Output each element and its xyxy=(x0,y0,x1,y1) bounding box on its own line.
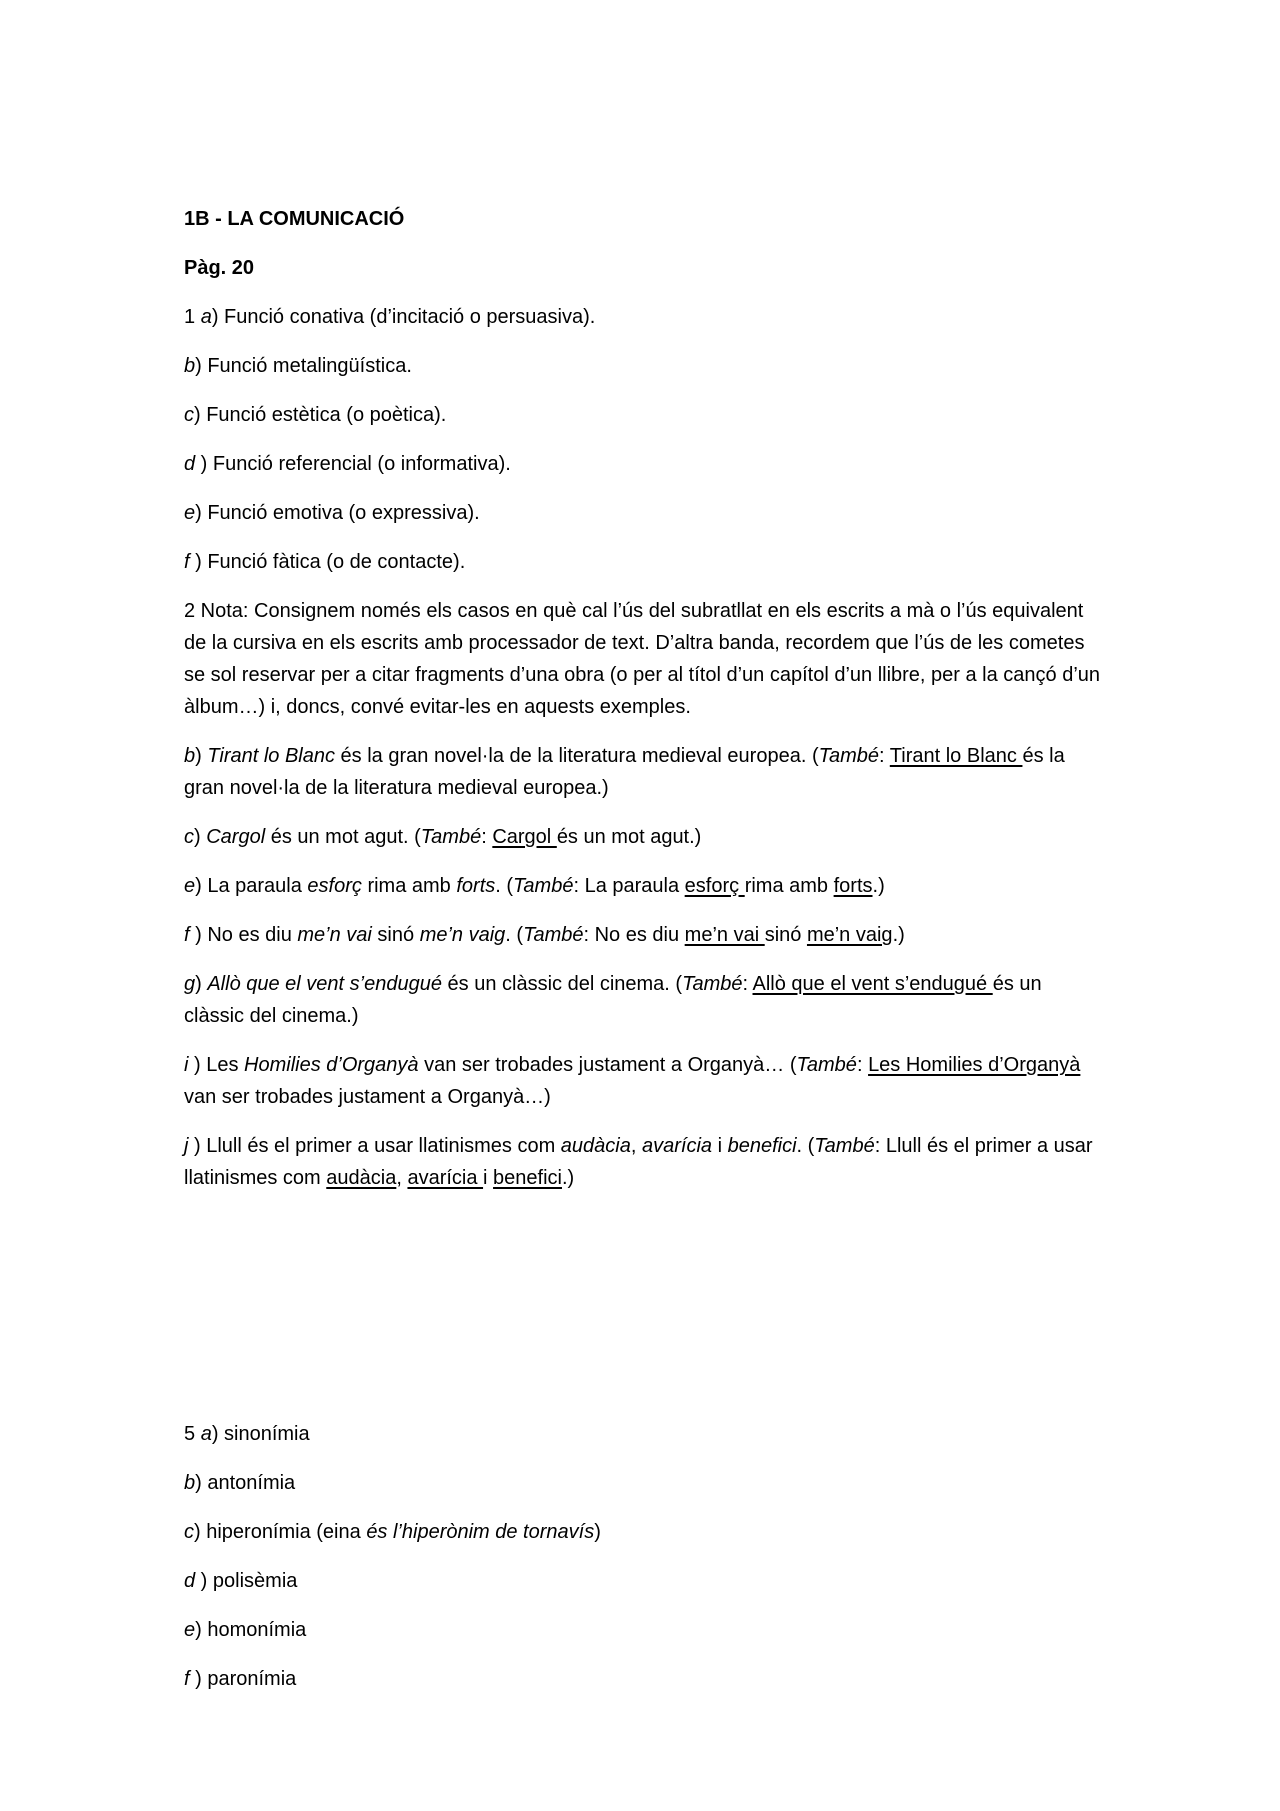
answer-2g xyxy=(184,968,1104,1032)
answer-text: , xyxy=(396,1167,408,1189)
answer-text: ) xyxy=(195,745,208,767)
answer-2f xyxy=(184,919,1104,951)
italic-term: me’n vaig xyxy=(419,924,506,946)
answer-5e xyxy=(184,1614,1104,1646)
item-letter: c xyxy=(184,1521,194,1543)
answer-1d xyxy=(184,448,1104,480)
answer-text: ) Funció estètica (o poètica). xyxy=(194,404,447,426)
answer-5f xyxy=(184,1663,1104,1695)
answer-text: . ( xyxy=(505,924,524,946)
answer-text: : No es diu xyxy=(583,924,685,946)
item-letter: a xyxy=(200,1423,212,1445)
answer-text: : La paraula xyxy=(573,875,685,897)
tambe-label: També xyxy=(818,745,880,767)
italic-term: esforç xyxy=(307,875,362,897)
answer-text: sinó xyxy=(764,924,807,946)
answer-text: és un mot agut.) xyxy=(556,826,702,848)
item-letter: f xyxy=(184,1668,190,1690)
answer-text: . ( xyxy=(796,1135,815,1157)
answer-text: ) Funció fàtica (o de contacte). xyxy=(189,551,466,573)
underlined-term: esforç xyxy=(684,875,745,897)
answer-5c xyxy=(184,1516,1104,1548)
answer-5d xyxy=(184,1565,1104,1597)
italic-term: Tirant lo Blanc xyxy=(207,745,335,767)
answer-text: ) xyxy=(194,826,207,848)
item-letter: b xyxy=(184,1472,196,1494)
answer-text: rima amb xyxy=(744,875,834,897)
item-letter: c xyxy=(184,826,194,848)
underlined-term: benefici xyxy=(493,1167,562,1189)
answer-text: és un mot agut. ( xyxy=(265,826,421,848)
answer-text: ) sinonímia xyxy=(211,1423,310,1445)
answer-1c xyxy=(184,399,1104,431)
answer-text: rima amb xyxy=(361,875,457,897)
item-letter: b xyxy=(184,745,196,767)
answer-5b xyxy=(184,1467,1104,1499)
item-letter: b xyxy=(184,355,196,377)
item-letter: f xyxy=(184,551,190,573)
answer-text: van ser trobades justament a Organyà… ( xyxy=(418,1054,797,1076)
tambe-label: També xyxy=(814,1135,875,1157)
italic-term: Allò que el vent s’endugué xyxy=(207,973,442,995)
answer-text: ) La paraula xyxy=(195,875,308,897)
answer-2c xyxy=(184,821,1104,853)
answer-text: ) homonímia xyxy=(195,1619,307,1641)
answer-text: , xyxy=(630,1135,642,1157)
underlined-term: Allò que el vent s’endugué xyxy=(752,973,993,995)
answer-text: i xyxy=(712,1135,728,1157)
answer-text: : xyxy=(856,1054,869,1076)
answer-1b xyxy=(184,350,1104,382)
answer-text: ) xyxy=(195,973,208,995)
item-letter: e xyxy=(184,875,196,897)
blank-space xyxy=(184,1211,1104,1418)
tambe-label: També xyxy=(523,924,584,946)
answer-text: ) Llull és el primer a usar llatinismes com xyxy=(188,1135,561,1157)
answer-text: : xyxy=(481,826,493,848)
item-letter: e xyxy=(184,1619,196,1641)
italic-term: és l’hiperònim de tornavís xyxy=(366,1521,595,1543)
answer-text: ) Funció conativa (d’incitació o persuasiva). xyxy=(211,306,596,328)
answer-text: és la gran novel·la de la literatura medieval europea.) xyxy=(184,745,1065,799)
item-letter: c xyxy=(184,404,194,426)
item-letter: g xyxy=(184,973,196,995)
italic-term: benefici xyxy=(727,1135,797,1157)
answer-text: . ( xyxy=(495,875,514,897)
answer-text: ) Funció referencial (o informativa). xyxy=(195,453,511,475)
exercise-2-note: 2 Nota: Consignem només els casos en què cal l’ús del subratllat en els escrits a mà o l’ús equivalent de la cursiva en els escrits amb processador de text. D’altra banda, recordem que l’ús de les cometes se sol reservar per a citar fragments d’una obra (o per al títol d’un capítol d’un llibre, per a la cançó d’un àlbum…) i, doncs, convé evitar-les en aquests exemples. xyxy=(184,600,1101,718)
item-letter: i xyxy=(184,1054,189,1076)
section-title: 1B - LA COMUNICACIÓ xyxy=(184,208,405,230)
underlined-term: avarícia xyxy=(407,1167,484,1189)
item-letter: d xyxy=(184,453,196,475)
answer-text: .) xyxy=(872,875,885,897)
tambe-label: També xyxy=(420,826,482,848)
answer-text: és un clàssic del cinema.) xyxy=(184,973,1042,1027)
answer-text: ) Funció metalingüística. xyxy=(195,355,412,377)
answer-1a xyxy=(184,301,1104,333)
underlined-term: me’n vaig xyxy=(806,924,893,946)
answer-text: és un clàssic del cinema. ( xyxy=(441,973,683,995)
answer-1f xyxy=(184,546,1104,578)
exercise-number: 5 xyxy=(184,1423,201,1445)
answer-2e xyxy=(184,870,1104,902)
item-letter: e xyxy=(184,502,196,524)
underlined-term: Cargol xyxy=(492,826,557,848)
answer-text: és la gran novel·la de la literatura medieval europea. ( xyxy=(335,745,819,767)
italic-term: audàcia xyxy=(560,1135,631,1157)
underlined-term: forts xyxy=(833,875,873,897)
answer-text: i xyxy=(483,1167,494,1189)
tambe-label: També xyxy=(796,1054,857,1076)
answer-text: : Llull és el primer a usar llatinismes com xyxy=(184,1135,1093,1189)
answer-text: : xyxy=(742,973,753,995)
italic-term: Homilies d’Organyà xyxy=(244,1054,419,1076)
underlined-term: me’n vai xyxy=(684,924,765,946)
answer-text: ) No es diu xyxy=(189,924,298,946)
answer-text: ) antonímia xyxy=(195,1472,296,1494)
underlined-term: Les Homilies d’Organyà xyxy=(868,1054,1081,1076)
italic-term: Cargol xyxy=(206,826,266,848)
answer-2b xyxy=(184,740,1104,804)
answer-text: ) Les xyxy=(188,1054,245,1076)
answer-2i xyxy=(184,1049,1104,1113)
answer-text: ) paronímia xyxy=(189,1668,297,1690)
answer-text: ) Funció emotiva (o expressiva). xyxy=(195,502,480,524)
answer-text: ) polisèmia xyxy=(195,1570,298,1592)
page-reference: Pàg. 20 xyxy=(184,257,255,279)
tambe-label: També xyxy=(513,875,574,897)
item-letter: f xyxy=(184,924,190,946)
item-letter: d xyxy=(184,1570,196,1592)
underlined-term: Tirant lo Blanc xyxy=(889,745,1023,767)
answer-text: .) xyxy=(892,924,905,946)
italic-term: forts xyxy=(456,875,496,897)
item-letter: a xyxy=(200,306,212,328)
answer-5a xyxy=(184,1418,1104,1450)
answer-text: ) xyxy=(594,1521,601,1543)
answer-text: ) hiperonímia (eina xyxy=(194,1521,367,1543)
answer-1e xyxy=(184,497,1104,529)
answer-text: van ser trobades justament a Organyà…) xyxy=(184,1086,551,1108)
italic-term: avarícia xyxy=(641,1135,713,1157)
document-page xyxy=(184,203,1104,1712)
item-letter: j xyxy=(184,1135,189,1157)
answer-text: sinó xyxy=(371,924,420,946)
italic-term: me’n vai xyxy=(297,924,372,946)
underlined-term: audàcia xyxy=(326,1167,397,1189)
exercise-number: 1 xyxy=(184,306,196,328)
answer-text: .) xyxy=(561,1167,575,1189)
answer-text: : xyxy=(879,745,890,767)
answer-2j xyxy=(184,1130,1104,1194)
tambe-label: També xyxy=(682,973,743,995)
